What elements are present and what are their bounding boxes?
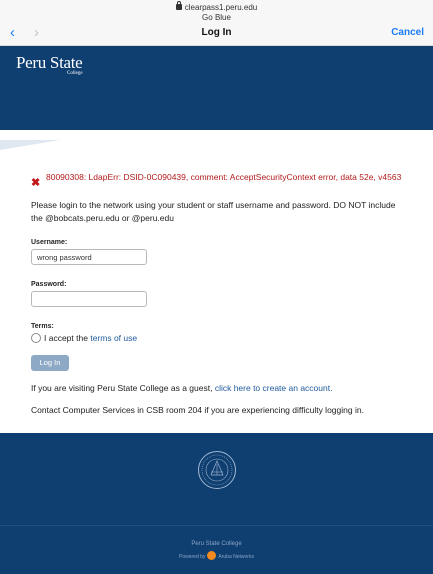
terms-label: Terms: xyxy=(31,323,54,330)
login-button[interactable]: Log In xyxy=(31,355,69,371)
guest-text: If you are visiting Peru State College as a guest, xyxy=(31,383,213,393)
footer-divider xyxy=(0,525,433,526)
powered-by xyxy=(0,551,433,560)
password-input[interactable] xyxy=(31,291,147,307)
lock-icon xyxy=(176,4,182,10)
college-logo: Peru State xyxy=(16,53,83,72)
nav-row xyxy=(0,26,433,42)
cancel-button[interactable]: Cancel xyxy=(391,27,424,38)
network-subtitle: Go Blue xyxy=(202,13,231,22)
error-x-icon: ✖ xyxy=(31,177,41,189)
terms-checkbox[interactable] xyxy=(31,333,41,343)
login-instructions: Please login to the network using your student or staff username and password. DO NOT include the @bobcats.peru.edu or @peru.edu xyxy=(31,200,396,223)
error-message xyxy=(31,172,406,189)
terms-text: I accept the xyxy=(44,333,88,343)
url-line xyxy=(0,3,433,12)
login-content xyxy=(31,172,406,415)
create-account-link[interactable]: click here to create an account. xyxy=(214,383,333,393)
powered-brand: Aruba Networks xyxy=(218,554,254,560)
footer-college-name: Peru State College xyxy=(191,541,242,547)
captive-portal-header xyxy=(0,0,433,46)
decorative-accent xyxy=(0,140,60,150)
aruba-logo-icon xyxy=(207,551,216,560)
username-label: Username: xyxy=(31,239,68,246)
powered-prefix: Powered by xyxy=(179,554,206,560)
college-logo-sub: College xyxy=(67,71,83,76)
college-seal-icon xyxy=(197,450,237,490)
guest-message xyxy=(31,383,406,393)
header-banner xyxy=(0,46,433,130)
contact-message: Contact Computer Services in CSB room 204 if you are experiencing difficulty logging in. xyxy=(31,405,364,415)
error-text: 80090308: LdapErr: DSID-0C090439, comment: AcceptSecurityContext error, data 52e, v4563 xyxy=(46,172,402,182)
password-label: Password: xyxy=(31,281,67,288)
username-input[interactable] xyxy=(31,249,147,265)
page-title: Log In xyxy=(201,27,232,38)
back-chevron-icon[interactable]: ‹ xyxy=(10,24,15,41)
terms-row xyxy=(31,333,406,343)
terms-of-use-link[interactable]: terms of use xyxy=(90,333,138,343)
domain-text: clearpass1.peru.edu xyxy=(184,3,258,12)
forward-chevron-icon[interactable]: › xyxy=(34,24,39,41)
footer xyxy=(0,433,433,574)
